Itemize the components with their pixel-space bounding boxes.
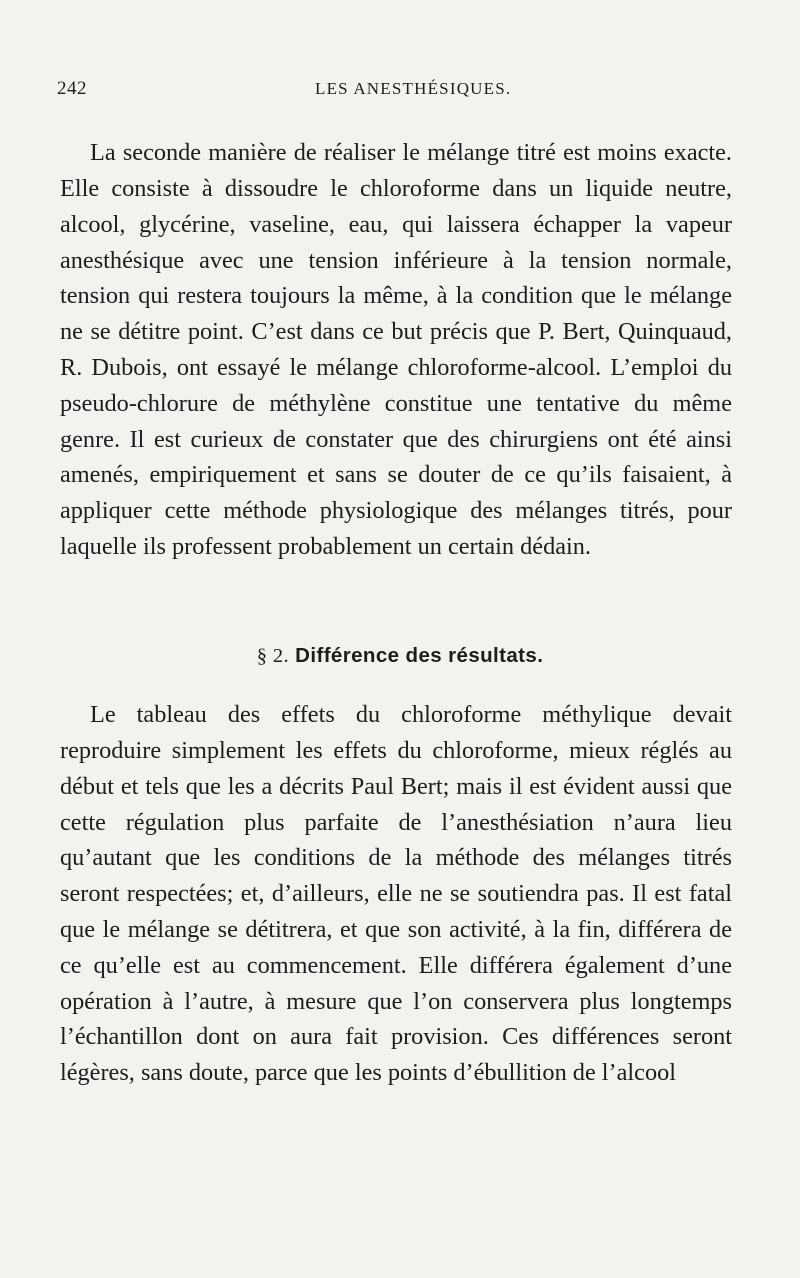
paragraph-mixture-method: La seconde manière de réaliser le mélange titré est moins exacte. Elle consiste à dissoudre le chloroforme dans un liquide neutre, alcool, glycérine, vaseline, eau, qui laissera échapper la vapeur anesthésique avec une tension inférieure à la tension normale, tension qui restera toujours la même, à la condition que le mélange ne se détitre point. C’est dans ce but précis que P. Bert, Quinquaud, R. Dubois, ont essayé le mélange chloroforme-alcool. L’emploi du pseudo-chlorure de méthylène constitue une tentative du même genre. Il est curieux de constater que des chirurgiens ont été ainsi amenés, empiriquement et sans se douter de ce qu’ils faisaient, à appliquer cette méthode physiologique des mélanges titrés, pour laquelle ils professent probablement un certain dédain. [60,139,732,561]
section-number: § 2. [256,645,290,667]
running-title: LES ANESTHÉSIQUES. [315,79,512,98]
page-header [57,78,717,102]
paragraph-results-difference: Le tableau des effets du chloroforme méthylique devait reproduire simplement les effets du chloroforme, mieux réglés au début et tels que les a décrits Paul Bert; mais il est évident aussi que cette régulation plus parfaite de l’anesthésiation n’aura lieu qu’autant que les conditions de la méthode des mélanges titrés seront respectées; et, d’ailleurs, elle ne se soutiendra pas. Il est fatal que le mélange se détitrera, et que son activité, à la fin, différera de ce qu’elle est au commencement. Elle différera également d’une opération à l’autre, à mesure que l’on conservera plus longtemps l’échantillon dont on aura fait provision. Ces différences seront légères, sans doute, parce que les points d’ébullition de l’alcool [60,701,732,1087]
section-title: Différence des résultats. [295,644,544,667]
page-number: 242 [57,78,87,99]
section-heading [0,644,800,668]
